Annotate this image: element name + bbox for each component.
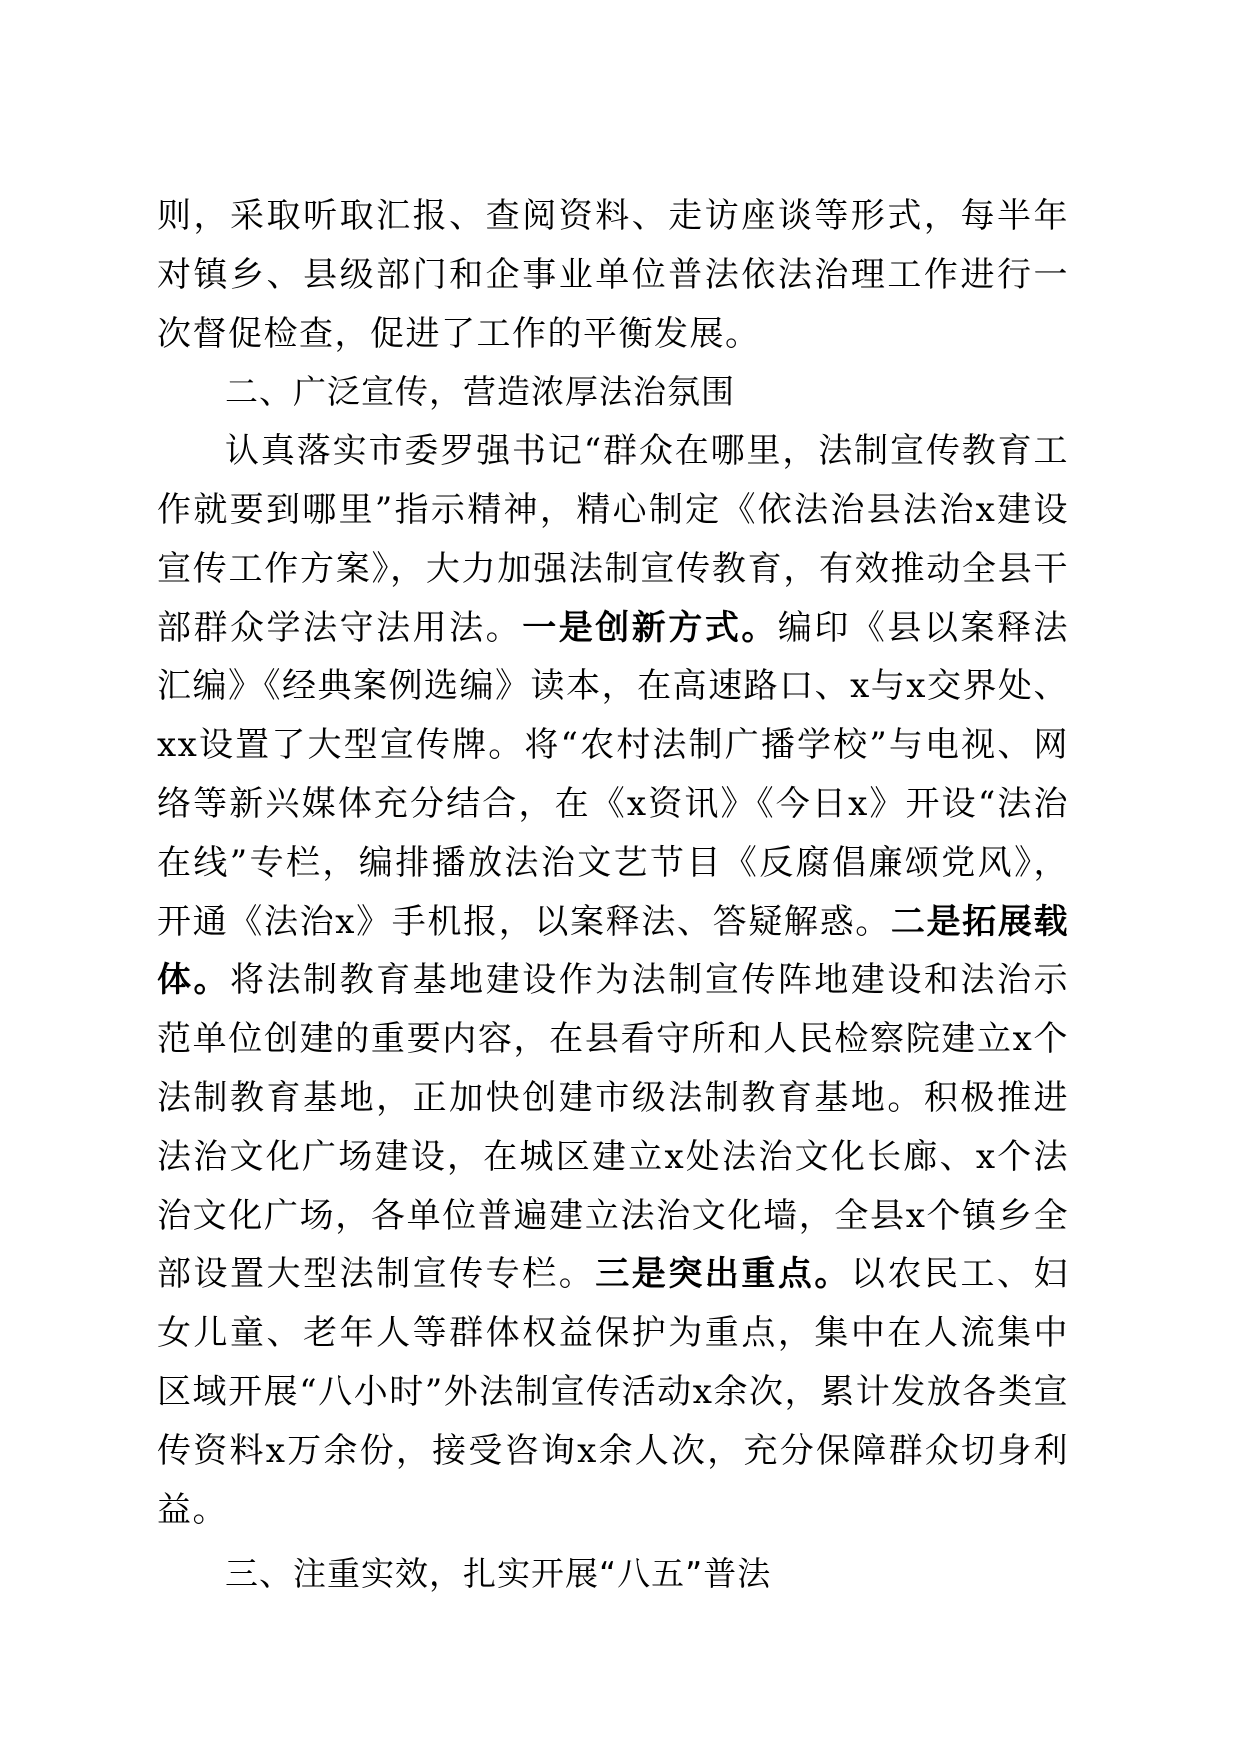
point-3-text: 以农民工、妇女儿童、老年人等群体权益保护为重点，集中在人流集中区域开展“八小时”外法制宣传活动x余次，累计发放各类宣传资料x万余份，接受咨询x余人次，充分保障群众切身利益。 xyxy=(157,1254,1070,1530)
point-2-title: 二是拓展载体。 xyxy=(157,901,1070,1001)
point-2-text: 将法制教育基地建设作为法制宣传阵地建设和法治示范单位创建的重要内容，在县看守所和人民检察院建立x个法制教育基地，正加快创建市级法制教育基地。积极推进法治文化广场建设，在城区建立x处法治文化长廊、x个法治文化广场，各单位普遍建立法治文化墙，全县x个镇乡全部设置大型法制宣传专栏。 xyxy=(157,960,1070,1295)
section-heading-3: 三、注重实效，扎实开展“八五”普法 xyxy=(225,1554,772,1594)
point-3-title: 三是突出重点。 xyxy=(595,1254,851,1295)
paragraph-continuation: 则，采取听取汇报、查阅资料、走访座谈等形式，每半年对镇乡、县级部门和企事业单位普法依法治理工作进行一次督促检查，促进了工作的平衡发展。 xyxy=(157,196,1069,354)
paragraph-publicity xyxy=(157,422,1069,1539)
document-body xyxy=(157,187,1069,1604)
point-1-title: 一是创新方式。 xyxy=(522,607,778,648)
section-heading-2: 二、广泛宣传，营造浓厚法治氛围 xyxy=(225,372,735,412)
point-1-text: 编印《县以案释法汇编》《经典案例选编》读本，在高速路口、x与x交界处、xx设置了大型宣传牌。将“农村法制广播学校”与电视、网络等新兴媒体充分结合，在《x资讯》《今日x》开设“法治在线”专栏，编排播放法治文艺节目《反腐倡廉颂党风》，开通《法治x》手机报，以案释法、答疑解惑。 xyxy=(157,607,1070,942)
paragraph-intro: 认真落实市委罗强书记“群众在哪里，法制宣传教育工作就要到哪里”指示精神，精心制定《依法治县法治x建设宣传工作方案》，大力加强法制宣传教育，有效推动全县干部群众学法守法用法。 xyxy=(157,431,1069,648)
